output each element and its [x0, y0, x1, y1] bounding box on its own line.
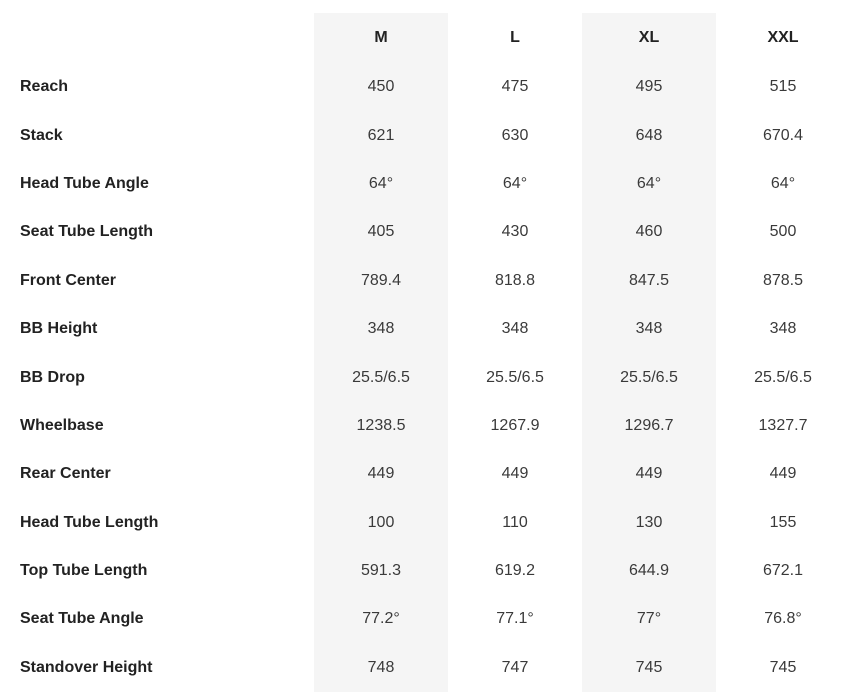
- row-label: Wheelbase: [20, 416, 104, 434]
- table-cell: 878.5: [762, 271, 804, 289]
- row-label: BB Height: [20, 320, 98, 338]
- table-cell: 1327.7: [758, 416, 808, 434]
- table-cell: 25.5/6.5: [352, 368, 410, 386]
- table-cell: 449: [769, 465, 797, 483]
- table-cell: 748: [367, 658, 395, 676]
- row-label: Head Tube Length: [20, 513, 159, 531]
- table-cell: 475: [501, 78, 529, 96]
- row-label: Stack: [20, 126, 63, 144]
- row-label: Reach: [20, 78, 69, 96]
- table-cell: 460: [635, 223, 663, 241]
- table-cell: 621: [367, 126, 395, 144]
- row-label: Seat Tube Length: [20, 223, 154, 241]
- table-cell: 745: [769, 658, 797, 676]
- table-cell: 449: [367, 465, 395, 483]
- table-cell: 619.2: [494, 562, 536, 580]
- table-cell: 449: [635, 465, 663, 483]
- row-label: Standover Height: [20, 658, 153, 676]
- table-cell: 500: [769, 223, 797, 241]
- table-cell: 450: [367, 78, 395, 96]
- table-cell: 155: [769, 513, 797, 531]
- table-cell: 64°: [502, 174, 528, 192]
- row-label: Top Tube Length: [20, 562, 148, 580]
- table-cell: 789.4: [360, 271, 402, 289]
- row-label: Seat Tube Angle: [20, 610, 144, 628]
- table-cell: 77.1°: [496, 610, 534, 628]
- table-cell: 672.1: [762, 562, 804, 580]
- table-cell: 1267.9: [490, 416, 540, 434]
- table-cell: 77.2°: [362, 610, 400, 628]
- table-cell: 670.4: [762, 126, 804, 144]
- table-cell: 77°: [636, 610, 662, 628]
- table-cell: 430: [501, 223, 529, 241]
- table-cell: 515: [769, 78, 797, 96]
- table-cell: 130: [635, 513, 663, 531]
- size-header-l: L: [510, 29, 520, 46]
- row-label: Head Tube Angle: [20, 174, 149, 192]
- table-cell: 110: [502, 513, 528, 531]
- table-cell: 64°: [636, 174, 662, 192]
- table-cell: 64°: [368, 174, 394, 192]
- table-cell: 64°: [770, 174, 796, 192]
- table-cell: 449: [501, 465, 529, 483]
- table-cell: 644.9: [628, 562, 670, 580]
- table-cell: 745: [635, 658, 663, 676]
- size-header-xxl: XXL: [767, 29, 799, 46]
- table-cell: 405: [367, 223, 395, 241]
- table-cell: 25.5/6.5: [486, 368, 544, 386]
- table-cell: 495: [635, 78, 663, 96]
- table-cell: 25.5/6.5: [620, 368, 678, 386]
- table-cell: 1296.7: [624, 416, 674, 434]
- table-cell: 76.8°: [764, 610, 802, 628]
- table-cell: 1238.5: [356, 416, 406, 434]
- table-cell: 747: [501, 658, 529, 676]
- size-header-m: M: [374, 29, 388, 46]
- header-corner: [0, 13, 314, 63]
- table-cell: 648: [635, 126, 663, 144]
- row-label: Rear Center: [20, 465, 111, 483]
- table-cell: 630: [501, 126, 529, 144]
- table-cell: 818.8: [494, 271, 536, 289]
- table-cell: 591.3: [360, 562, 402, 580]
- table-cell: 100: [367, 513, 395, 531]
- geometry-grid: [0, 13, 850, 692]
- size-header-xl: XL: [638, 29, 660, 46]
- row-label: BB Drop: [20, 368, 85, 386]
- row-label: Front Center: [20, 271, 116, 289]
- table-cell: 348: [501, 320, 529, 338]
- table-cell: 348: [367, 320, 395, 338]
- table-cell: 25.5/6.5: [754, 368, 812, 386]
- table-cell: 348: [635, 320, 663, 338]
- table-cell: 348: [769, 320, 797, 338]
- table-cell: 847.5: [628, 271, 670, 289]
